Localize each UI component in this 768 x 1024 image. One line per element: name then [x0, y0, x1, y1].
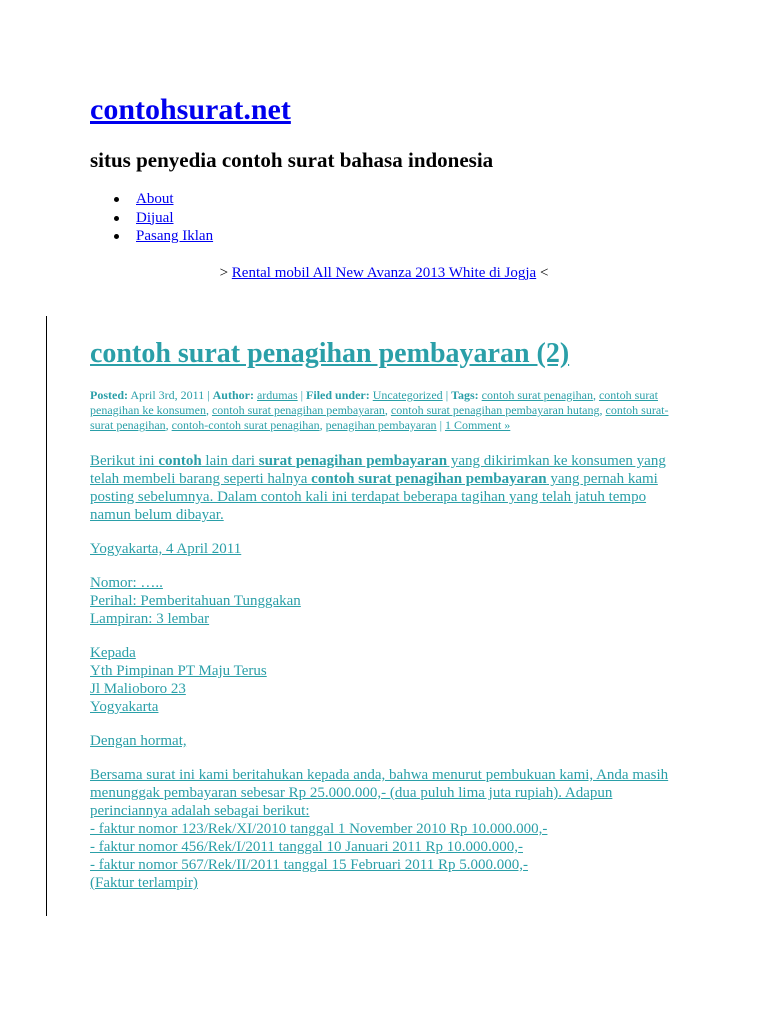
letter-number: Nomor: ….. [90, 575, 163, 591]
tag-link[interactable]: contoh surat penagihan pembayaran hutang [390, 403, 600, 417]
intro-text: lain dari [201, 453, 259, 469]
nav-item-dijual [90, 209, 213, 228]
letter-header [90, 574, 690, 628]
intro-text: yang pernah kami posting sebelumnya. Dalam contoh kali ini terdapat beberapa tagihan yang telah jatuh tempo namun belum dibayar. [90, 471, 658, 523]
intro-paragraph [90, 452, 690, 524]
recipient-city: Yogyakarta [90, 699, 159, 715]
promo-suffix: < [539, 265, 549, 281]
nav-link-pasang-iklan[interactable]: Pasang Iklan [136, 228, 214, 244]
intro-text: yang dikirimkan ke konsumen yang telah membeli barang seperti halnya [90, 453, 666, 487]
site-title-link[interactable]: contohsurat.net [90, 93, 291, 126]
post-title [90, 336, 569, 372]
tag-link[interactable]: contoh surat penagihan ke konsumen [90, 388, 658, 417]
post-title-link[interactable]: contoh surat penagihan pembayaran (2) [90, 338, 570, 369]
recipient-street: Jl Malioboro 23 [90, 681, 186, 697]
main-nav [90, 190, 213, 246]
letter-body [90, 766, 690, 892]
promo-link[interactable]: Rental mobil All New Avanza 2013 White di Jogja [231, 265, 537, 281]
tag-link[interactable]: contoh-contoh surat penagihan [171, 418, 320, 432]
content-divider [46, 316, 47, 916]
tag-link[interactable]: contoh surat penagihan pembayaran [211, 403, 385, 417]
place-date: Yogyakarta, 4 April 2011 [90, 541, 242, 557]
posted-label: Posted: [90, 388, 128, 402]
site-title [90, 92, 291, 128]
comments-link[interactable]: 1 Comment » [444, 418, 511, 432]
post-meta: Posted: April 3rd, 2011 | Author: ardumas | Filed under: Uncategorized | Tags: contoh surat penagihan, contoh surat penagihan ke konsumen, contoh surat penagihan pembayaran, contoh surat penagihan pembayaran hutang, contoh surat-surat penagihan, contoh-contoh surat penagihan, penagihan pembayaran | 1 Comment » [90, 388, 669, 432]
invoice-line: - faktur nomor 567/Rek/II/2011 tanggal 15 Februari 2011 Rp 5.000.000,- [90, 857, 528, 873]
attached-note: (Faktur terlampir) [90, 875, 198, 891]
intro-keyword: contoh surat penagihan pembayaran [311, 471, 547, 487]
site-tagline: situs penyedia contoh surat bahasa indonesia [90, 148, 494, 172]
intro-keyword: surat penagihan pembayaran [258, 453, 448, 469]
author-link[interactable]: ardumas [256, 388, 298, 402]
nav-link-about[interactable]: About [136, 191, 174, 207]
tag-link[interactable]: penagihan pembayaran [325, 418, 437, 432]
tag-link[interactable]: contoh surat-surat penagihan [90, 403, 669, 432]
invoice-line: - faktur nomor 123/Rek/XI/2010 tanggal 1 November 2010 Rp 10.000.000,- [90, 821, 548, 837]
tag-link[interactable]: contoh surat penagihan [481, 388, 593, 402]
author-label: Author: [212, 388, 254, 402]
nav-item-pasang-iklan [90, 227, 213, 246]
letter-attachment: Lampiran: 3 lembar [90, 611, 210, 627]
recipient-to: Kepada [90, 645, 136, 661]
recipient-name: Yth Pimpinan PT Maju Terus [90, 663, 267, 679]
nav-item-about [90, 190, 213, 209]
intro-text: Berikut ini [90, 453, 159, 469]
tags-label: Tags: [451, 388, 479, 402]
letter-subject: Perihal: Pemberitahuan Tunggakan [90, 593, 301, 609]
nav-link-dijual[interactable]: Dijual [136, 209, 174, 226]
intro-keyword: contoh [158, 453, 202, 469]
post-content [90, 452, 690, 908]
promo-prefix: > [219, 265, 229, 281]
promo-banner [0, 263, 768, 283]
filed-label: Filed under: [306, 388, 370, 402]
category-link[interactable]: Uncategorized [372, 388, 443, 402]
salutation: Dengan hormat, [90, 733, 187, 749]
posted-date: April 3rd, 2011 [130, 388, 205, 402]
recipient-block [90, 644, 690, 716]
invoice-line: - faktur nomor 456/Rek/I/2011 tanggal 10 Januari 2011 Rp 10.000.000,- [90, 839, 523, 855]
body-text: Bersama surat ini kami beritahukan kepada anda, bahwa menurut pembukuan kami, Anda masih menunggak pembayaran sebesar Rp 25.000.000,- (dua puluh lima juta rupiah). Adapun perinciannya adalah sebagai berikut: [90, 767, 669, 819]
